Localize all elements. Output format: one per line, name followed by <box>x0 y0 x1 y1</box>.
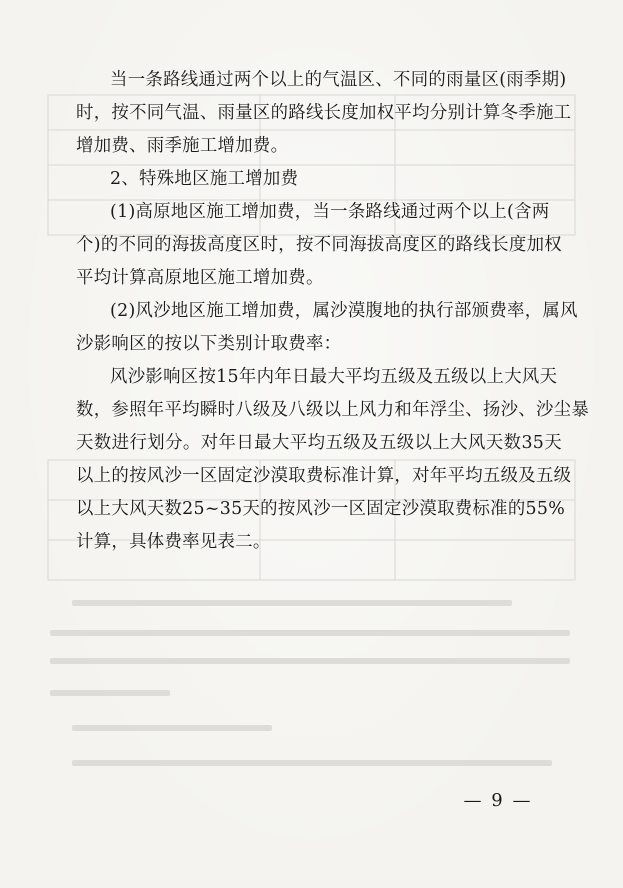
paragraph-4-line-6: 计算，具体费率见表二。 <box>76 532 271 552</box>
paragraph-4-line-1: 风沙影响区按15年内年日最大平均五级及五级以上大风天 <box>110 367 558 387</box>
body-text <box>76 64 590 559</box>
paragraph-2-line-2: 个)的不同的海拔高度区时，按不同海拔高度区的路线长度加权 <box>76 235 562 255</box>
paragraph-1-line-1: 当一条路线通过两个以上的气温区、不同的雨量区(雨季期) <box>110 70 567 90</box>
paragraph-4-line-4: 以上的按风沙一区固定沙漠取费标准计算，对年平均五级及五级 <box>76 466 572 486</box>
page-number: — 9 — <box>463 790 533 811</box>
paragraph-4-line-5: 以上大风天数25~35天的按风沙一区固定沙漠取费标准的55% <box>76 499 566 519</box>
paragraph-2-line-3: 平均计算高原地区施工增加费。 <box>76 268 324 288</box>
paragraph-2-line-1: (1)高原地区施工增加费，当一条路线通过两个以上(含两 <box>110 202 550 222</box>
paragraph-4-line-3: 天数进行划分。对年日最大平均五级及五级以上大风天数35天 <box>76 433 562 453</box>
paragraph-1-line-2: 时，按不同气温、雨量区的路线长度加权平均分别计算冬季施工 <box>76 103 572 123</box>
section-heading-special-areas: 2、特殊地区施工增加费 <box>110 169 299 189</box>
paragraph-4-line-2: 数，参照年平均瞬时八级及八级以上风力和年浮尘、扬沙、沙尘暴 <box>76 400 590 420</box>
paragraph-1-line-3: 增加费、雨季施工增加费。 <box>76 136 289 156</box>
paragraph-3-line-2: 沙影响区的按以下类别计取费率： <box>76 334 342 354</box>
paragraph-3-line-1: (2)风沙地区施工增加费，属沙漠腹地的执行部颁费率，属风 <box>110 301 578 321</box>
